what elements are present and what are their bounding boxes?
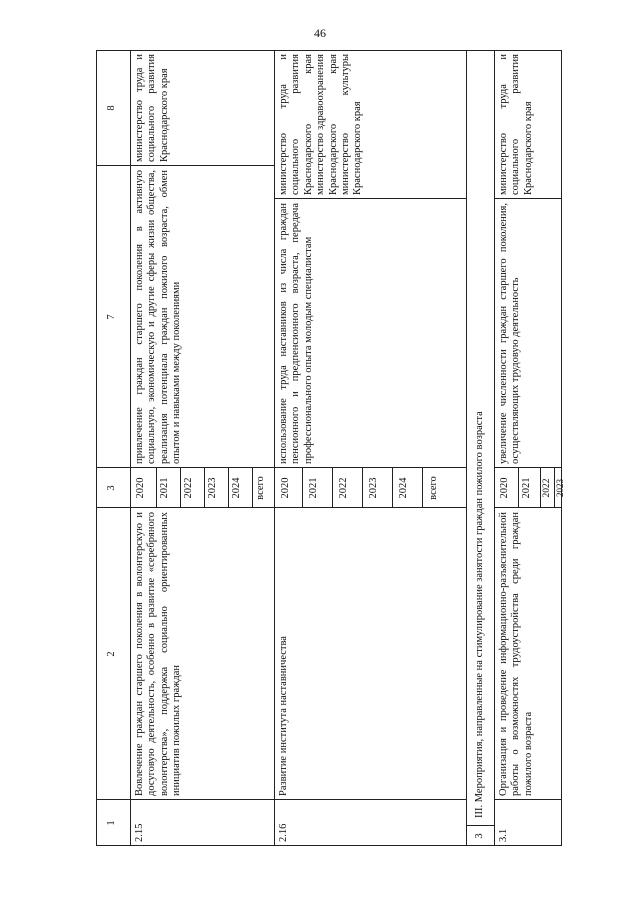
row-2-16-year: 2022 bbox=[338, 477, 349, 499]
row-2-15-year: 2023 bbox=[207, 477, 218, 499]
row-2-16-total: всего bbox=[428, 476, 439, 500]
row-2-16-result: использование труда наставников из числа граждан пенсионного и предпенсионного возраста, передача профессионального опыта молодым специалистам bbox=[278, 203, 314, 464]
row-3-1-result: увеличение численности граждан старшего поколения, осуществляющих трудовую деятельность bbox=[498, 203, 522, 464]
row-2-15-result: привлечение граждан старшего поколения в активную социальную, экономическую и другие сферы жизни общества, реализация потенциала граждан пожилого возраста, обмен опытом и навыками между поколениями bbox=[134, 170, 183, 464]
row-3-1-executor: министерство труда и социального развития Краснодарского края bbox=[498, 54, 534, 195]
year-separator bbox=[302, 468, 303, 508]
row-3-1-year: 2023 bbox=[555, 479, 565, 497]
row-3-1-year: 2020 bbox=[499, 477, 510, 499]
row-2-15-year: 2021 bbox=[159, 477, 170, 499]
program-table bbox=[96, 50, 565, 846]
year-separator bbox=[332, 468, 333, 508]
row-3-1-activity: Организация и проведение информационно-разъяснительной работы о возможностях трудоустройства среди граждан пожилого возраста bbox=[498, 512, 534, 796]
section-heading: III. Мероприятия, направленные на стимулирование занятости граждан пожилого возраста bbox=[474, 411, 485, 818]
year-separator bbox=[422, 468, 423, 508]
row-2-15-total: всего bbox=[255, 476, 266, 500]
year-separator bbox=[392, 468, 393, 508]
section-number: 3 bbox=[474, 833, 485, 839]
year-separator bbox=[156, 468, 157, 508]
year-separator bbox=[204, 468, 205, 508]
row-separator bbox=[274, 50, 275, 846]
header-col-1: 1 bbox=[106, 820, 117, 826]
row-2-15-year: 2022 bbox=[183, 477, 194, 499]
year-separator bbox=[228, 468, 229, 508]
header-col-8: 8 bbox=[106, 105, 117, 111]
header-separator bbox=[130, 50, 131, 846]
year-separator bbox=[362, 468, 363, 508]
row-2-16-executor: министерство труда и социального развития Краснодарского края министерство здравоохранения Краснодарского края министерство культуры Краснодарского края bbox=[278, 54, 364, 195]
row-2-16-year: 2024 bbox=[398, 477, 409, 499]
rotated-table-area bbox=[96, 50, 565, 846]
year-separator bbox=[180, 468, 181, 508]
row-3-1-year: 2021 bbox=[521, 477, 532, 499]
row-2-15-activity: Вовлечение граждан старшего поколения в волонтерскую и досуговую деятельность, особенно в развитие «серебряного волонтерства», поддержка социально ориентированных инициатив пожилых граждан bbox=[134, 512, 183, 796]
year-separator bbox=[252, 468, 253, 508]
row-2-16-number: 2.16 bbox=[278, 823, 289, 842]
row-2-16-year: 2023 bbox=[368, 477, 379, 499]
row-2-16-year: 2020 bbox=[280, 477, 291, 499]
page-number: 46 bbox=[314, 26, 326, 40]
row-2-16-activity: Развитие института наставничества bbox=[278, 636, 289, 796]
header-col-2: 2 bbox=[106, 651, 117, 657]
row-2-15-year: 2020 bbox=[135, 477, 146, 499]
row-3-1-number: 3.1 bbox=[498, 828, 509, 842]
row-2-16-year: 2021 bbox=[308, 477, 319, 499]
row-2-15-executor: министерство труда и социального развития Краснодарского края bbox=[134, 54, 170, 162]
row-separator bbox=[466, 50, 467, 846]
row-2-15-year: 2024 bbox=[231, 477, 242, 499]
year-separator bbox=[518, 468, 519, 508]
header-col-3: 3 bbox=[106, 485, 117, 491]
row-separator bbox=[494, 50, 495, 846]
row-2-15-number: 2.15 bbox=[134, 823, 145, 842]
row-3-1-year: 2022 bbox=[542, 478, 552, 498]
header-col-7: 7 bbox=[106, 314, 117, 320]
